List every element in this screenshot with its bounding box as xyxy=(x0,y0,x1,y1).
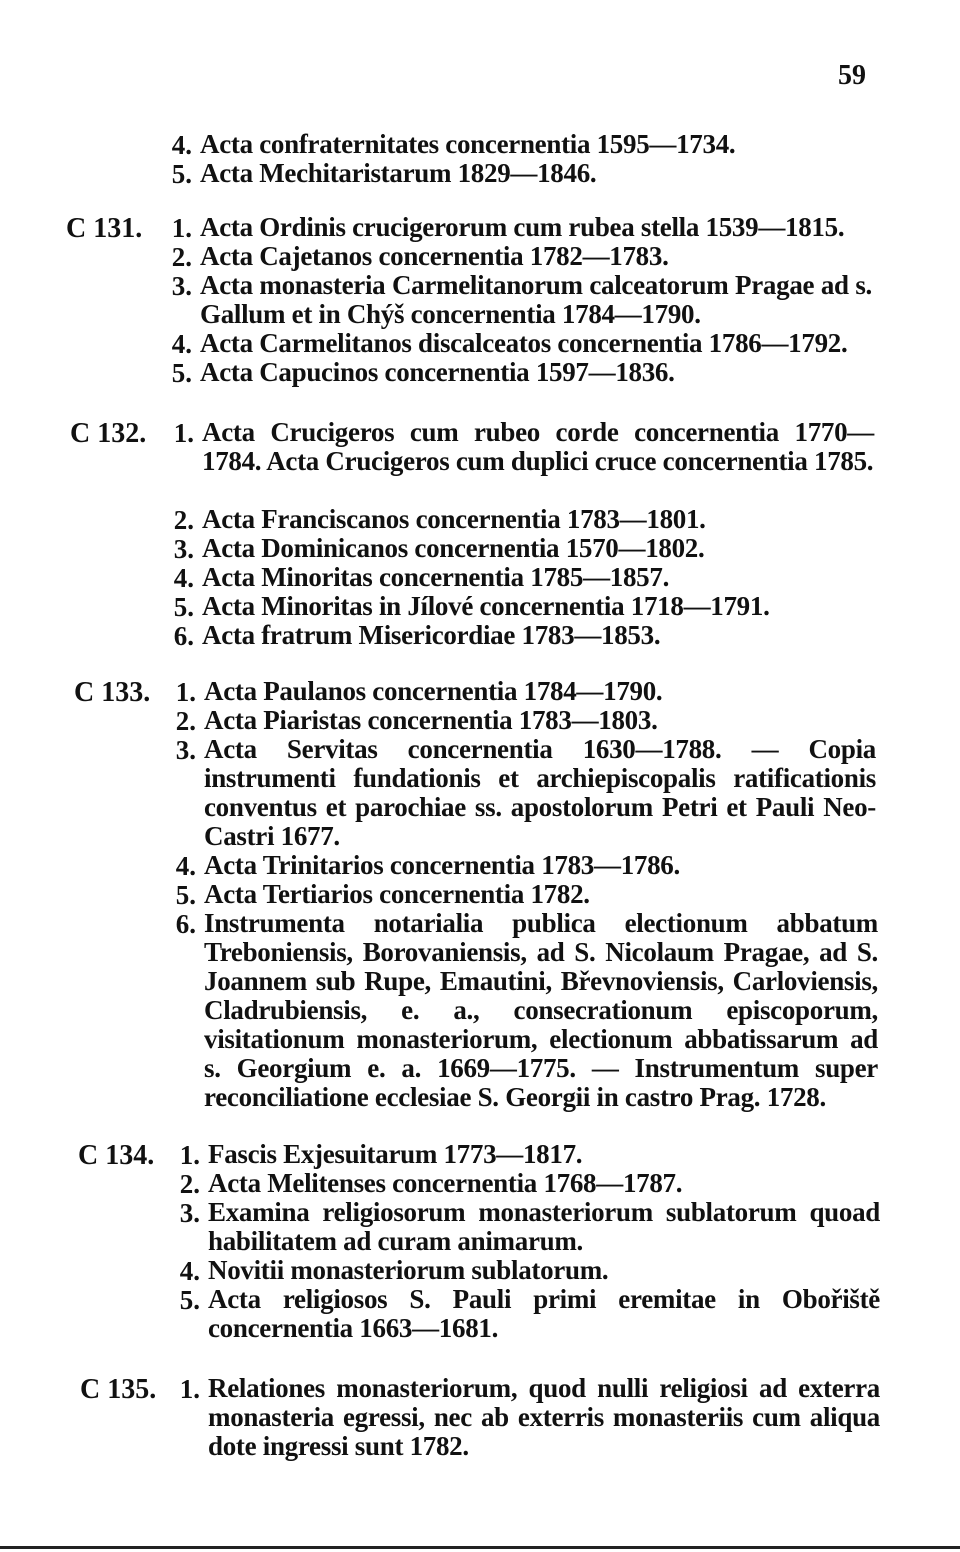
page-edge-rule xyxy=(0,1546,960,1549)
section-label: C 134. xyxy=(78,1140,155,1171)
item-number: 4. xyxy=(175,851,196,881)
item-text: Acta confraternitates concernentia 1595—1734. xyxy=(200,129,736,159)
item-text: Examina religiosorum monasteriorum sublatorum quoad habilitatem ad curam animarum. xyxy=(208,1197,880,1256)
item-number: 1. xyxy=(171,213,192,243)
item-text: Acta monasteria Carmelitanorum calceatorum Pragae ad s. Gallum et in Chýš concernentia 1784—1790. xyxy=(200,270,872,329)
item-text: Acta Capucinos concernentia 1597—1836. xyxy=(200,357,675,387)
item-number: 5. xyxy=(171,358,192,388)
item-number: 1. xyxy=(179,1140,200,1170)
section-label: C 132. xyxy=(70,418,147,449)
item-number: 5. xyxy=(179,1285,200,1315)
item-number: 4. xyxy=(173,563,194,593)
item-text: Relationes monasteriorum, quod nulli religiosi ad exterra monasteria egressi, nec ab exterris monasteriis cum aliqua dote ingressi sunt 1782. xyxy=(208,1373,880,1461)
item-number: 3. xyxy=(179,1198,200,1228)
item-text: Acta Mechitaristarum 1829—1846. xyxy=(200,158,597,188)
item-text: Acta Cajetanos concernentia 1782—1783. xyxy=(200,241,669,271)
item-number: 2. xyxy=(171,242,192,272)
item-text: Acta Tertiarios concernentia 1782. xyxy=(204,879,590,909)
item-text: Acta Ordinis crucigerorum cum rubea stella 1539—1815. xyxy=(200,212,845,242)
item-number: 2. xyxy=(173,505,194,535)
item-text: Acta religiosos S. Pauli primi eremitae in Obořiště concernentia 1663—1681. xyxy=(208,1284,880,1343)
item-number: 5. xyxy=(175,880,196,910)
item-text: Novitii monasteriorum sublatorum. xyxy=(208,1255,609,1285)
item-text: Acta Trinitarios concernentia 1783—1786. xyxy=(204,850,680,880)
item-number: 6. xyxy=(175,909,196,939)
item-number: 6. xyxy=(173,621,194,651)
page-number: 59 xyxy=(838,60,866,91)
item-text: Acta Minoritas concernentia 1785—1857. xyxy=(202,562,670,592)
item-number: 5. xyxy=(171,159,192,189)
item-number: 5. xyxy=(173,592,194,622)
item-number: 1. xyxy=(175,677,196,707)
item-number: 1. xyxy=(173,418,194,448)
item-number: 3. xyxy=(171,271,192,301)
item-text: Acta Dominicanos concernentia 1570—1802. xyxy=(202,533,705,563)
item-text: Fascis Exjesuitarum 1773—1817. xyxy=(208,1139,583,1169)
section-label: C 131. xyxy=(66,213,143,244)
item-text: Acta Minoritas in Jílové concernentia 1718—1791. xyxy=(202,591,770,621)
item-text: Acta Paulanos concernentia 1784—1790. xyxy=(204,676,663,706)
item-text: Acta Carmelitanos discalceatos concernentia 1786—1792. xyxy=(200,328,848,358)
item-text: Acta Franciscanos concernentia 1783—1801. xyxy=(202,504,706,534)
item-number: 2. xyxy=(179,1169,200,1199)
item-text: Acta Piaristas concernentia 1783—1803. xyxy=(204,705,658,735)
item-text: Instrumenta notarialia publica electionum abbatum Treboniensis, Borovaniensis, ad S. Nicolaum Pragae, ad S. Joannem sub Rupe, Emautini, Břevnoviensis, Carloviensis, Cladrubiensis, e. a., consecrationum episcoporum, visitationum monasteriorum, electionum abbatissarum ad s. Georgium e. a. 1669—1775. — Instrumentum super reconciliatione ecclesiae S. Georgii in castro Prag. 1728. xyxy=(204,908,878,1112)
item-number: 4. xyxy=(179,1256,200,1286)
item-number: 4. xyxy=(171,130,192,160)
item-number: 4. xyxy=(171,329,192,359)
item-number: 1. xyxy=(179,1374,200,1404)
item-text: Acta fratrum Misericordiae 1783—1853. xyxy=(202,620,661,650)
item-number: 2. xyxy=(175,706,196,736)
item-text: Acta Crucigeros cum rubeo corde concernentia 1770—1784. Acta Crucigeros cum duplici cruce concernentia 1785. xyxy=(202,417,874,476)
item-number: 3. xyxy=(175,735,196,765)
item-text: Acta Melitenses concernentia 1768—1787. xyxy=(208,1168,683,1198)
item-text: Acta Servitas concernentia 1630—1788. — Copia instrumenti fundationis et archiepiscopalis ratificationis conventus et parochiae ss. apostolorum Petri et Pauli Neo-Castri 1677. xyxy=(204,734,876,851)
item-number: 3. xyxy=(173,534,194,564)
section-label: C 133. xyxy=(74,677,151,708)
section-label: C 135. xyxy=(80,1374,157,1405)
